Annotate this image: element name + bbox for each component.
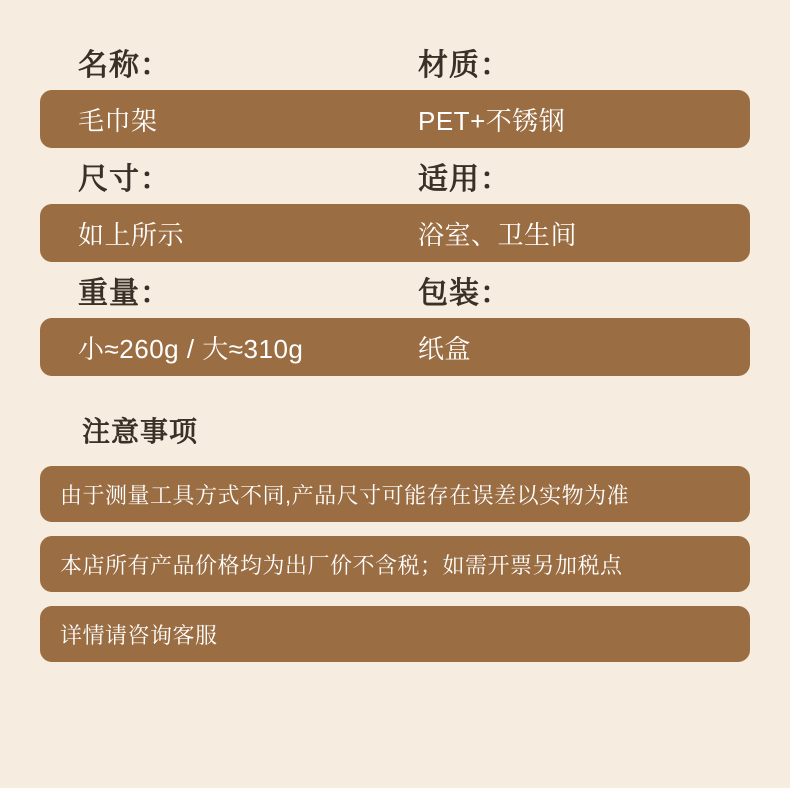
notice-item-text: 本店所有产品价格均为出厂价不含税；如需开票另加税点: [60, 552, 623, 578]
spec-block-name-material: [40, 40, 750, 148]
notice-item: [40, 606, 750, 662]
spec-value-row: [40, 318, 750, 376]
notice-item: [40, 536, 750, 592]
spec-value-packaging: 纸盒: [418, 333, 472, 364]
spec-value-material: PET+不锈钢: [418, 105, 566, 136]
spec-label-row: [40, 40, 750, 84]
spec-label-size: 尺寸：: [78, 163, 171, 196]
spec-value-row: [40, 204, 750, 262]
spec-value-name: 毛巾架: [78, 105, 158, 136]
notice-item: [40, 466, 750, 522]
spec-label-usage: 适用：: [418, 163, 511, 196]
notice-heading: 注意事项: [82, 416, 199, 447]
spec-label-row: [40, 268, 750, 312]
spec-block-weight-packaging: [40, 268, 750, 376]
spec-label-weight: 重量：: [78, 277, 171, 310]
spec-value-weight: 小≈260g / 大≈310g: [78, 333, 304, 364]
spec-value-usage: 浴室、卫生间: [418, 219, 578, 250]
spec-label-packaging: 包装：: [418, 277, 511, 310]
spec-value-row: [40, 90, 750, 148]
notice-item-text: 由于测量工具方式不同,产品尺寸可能存在误差以实物为准: [60, 482, 630, 508]
spec-label-row: [40, 154, 750, 198]
spec-block-size-usage: [40, 154, 750, 262]
notice-item-text: 详情请咨询客服: [60, 622, 218, 648]
spec-label-name: 名称：: [78, 49, 171, 82]
spec-label-material: 材质：: [418, 49, 511, 82]
spec-value-size: 如上所示: [78, 219, 185, 250]
